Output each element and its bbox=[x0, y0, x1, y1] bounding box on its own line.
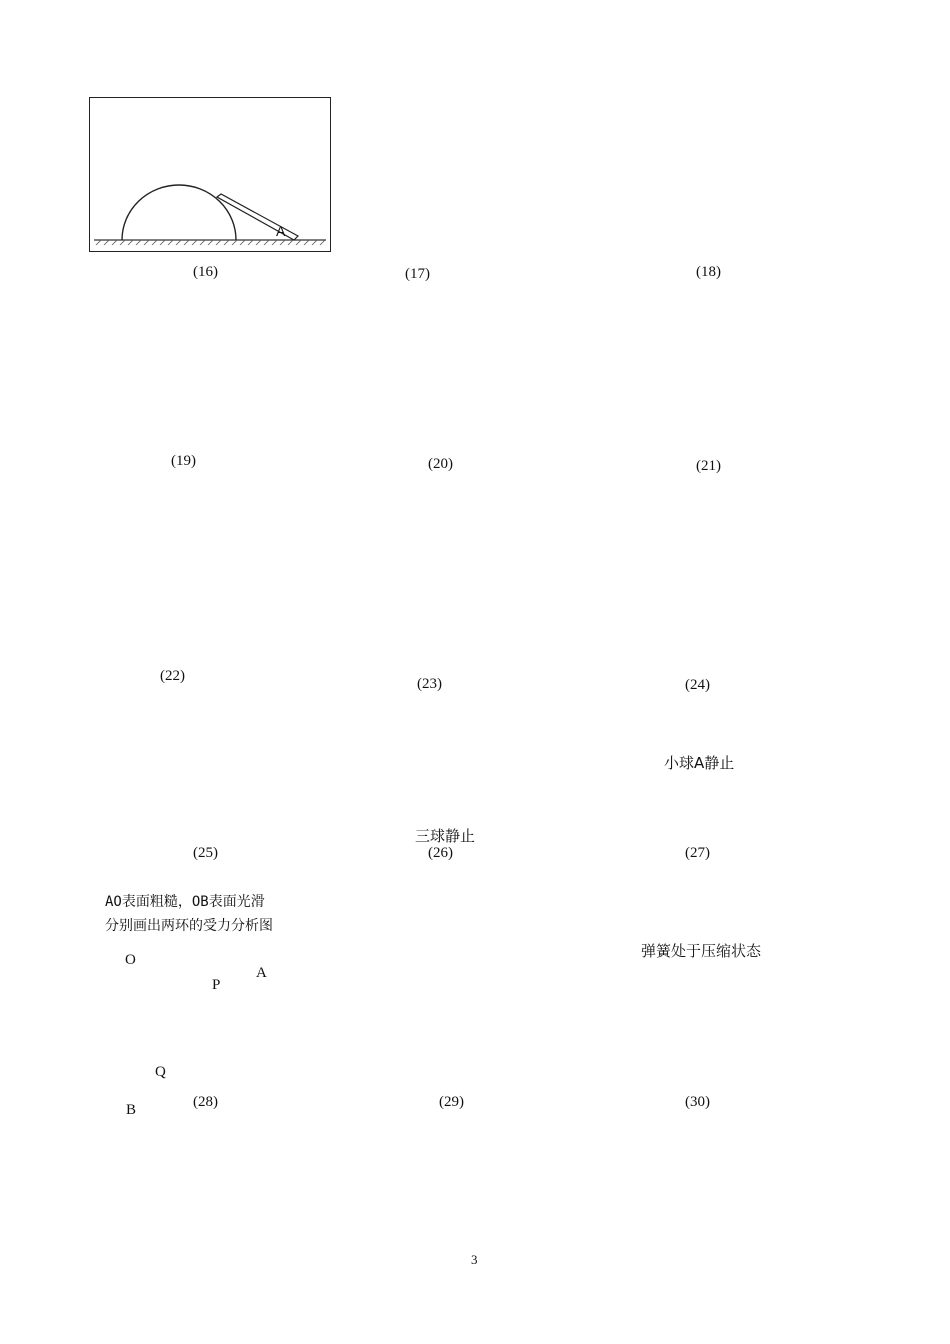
figure-label-22: (22) bbox=[160, 668, 185, 684]
figure-label-19: (19) bbox=[171, 453, 196, 469]
figure-label-17: (17) bbox=[405, 266, 430, 282]
figure-16-hemisphere-rod bbox=[89, 97, 331, 252]
page-number: 3 bbox=[471, 1252, 478, 1267]
figure-label-25: (25) bbox=[193, 845, 218, 861]
figure-label-18: (18) bbox=[696, 264, 721, 280]
figure-label-29: (29) bbox=[439, 1094, 464, 1110]
figure-label-24: (24) bbox=[685, 677, 710, 693]
figure-label-28: (28) bbox=[193, 1094, 218, 1110]
point-p-label: P bbox=[212, 977, 221, 993]
note-ball-a-static: 小球A静止 bbox=[664, 754, 735, 772]
point-a-label: A bbox=[276, 223, 286, 239]
figure-label-16: (16) bbox=[193, 264, 218, 280]
figure-label-27: (27) bbox=[685, 845, 710, 861]
hemisphere-rod-diagram bbox=[90, 98, 330, 251]
note-ao-ob-surface: AO表面粗糙，OB表面光滑 bbox=[105, 894, 265, 910]
point-b-label: B bbox=[126, 1102, 137, 1118]
note-draw-two-rings: 分别画出两环的受力分析图 bbox=[105, 918, 273, 934]
figure-label-23: (23) bbox=[417, 676, 442, 692]
figure-label-26: (26) bbox=[428, 845, 453, 861]
point-q-label: Q bbox=[155, 1064, 166, 1080]
note-spring-compressed: 弹簧处于压缩状态 bbox=[641, 942, 762, 960]
figure-label-30: (30) bbox=[685, 1094, 710, 1110]
figure-label-20: (20) bbox=[428, 456, 453, 472]
figure-label-21: (21) bbox=[696, 458, 721, 474]
point-a-label-28: A bbox=[256, 965, 267, 981]
note-three-balls-static: 三球静止 bbox=[415, 827, 476, 845]
point-o-label: O bbox=[125, 952, 136, 968]
